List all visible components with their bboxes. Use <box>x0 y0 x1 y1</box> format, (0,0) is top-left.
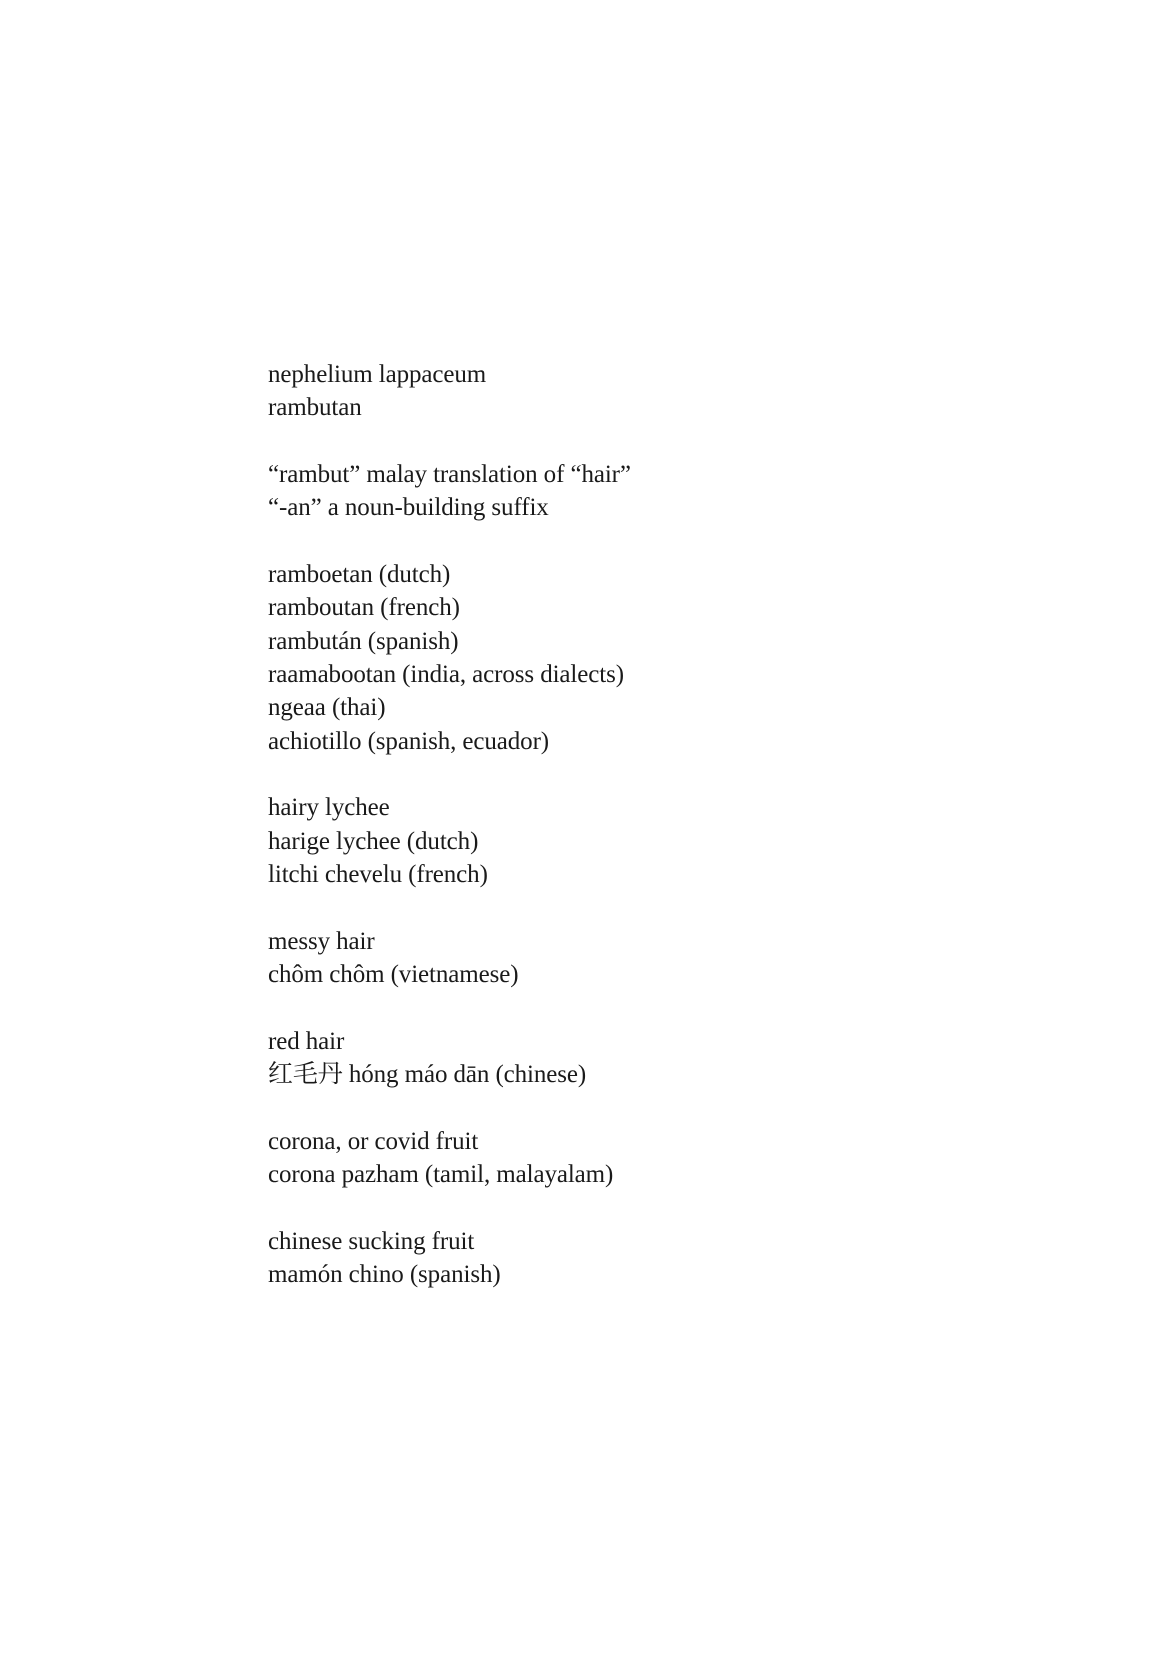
poem-line: “-an” a noun-building suffix <box>268 494 549 522</box>
poem-line: ramboutan (french) <box>268 594 460 622</box>
poem-line: corona, or covid fruit <box>268 1128 479 1156</box>
poem-line: mamón chino (spanish) <box>268 1261 501 1289</box>
stanza-scientific-name <box>268 358 1068 425</box>
poem-line: rambutan <box>268 394 362 422</box>
poem-line: harige lychee (dutch) <box>268 827 479 855</box>
poem-line: “rambut” malay translation of “hair” <box>268 461 631 489</box>
poem-line: chinese sucking fruit <box>268 1228 475 1256</box>
poem-line: chôm chôm (vietnamese) <box>268 961 519 989</box>
poem-line: nephelium lappaceum <box>268 361 487 388</box>
poem-line: rambután (spanish) <box>268 627 459 655</box>
poem-line: ngeaa (thai) <box>268 694 386 722</box>
stanza-sucking-fruit <box>268 1225 1068 1292</box>
stanza-translations <box>268 558 1068 758</box>
poem-line: red hair <box>268 1027 345 1055</box>
poem-line: messy hair <box>268 927 375 955</box>
poem-line: 红毛丹 hóng máo dān (chinese) <box>268 1061 587 1089</box>
stanza-hairy-lychee <box>268 791 1068 891</box>
poem-line: achiotillo (spanish, ecuador) <box>268 727 550 755</box>
stanza-messy-hair <box>268 925 1068 992</box>
poem-line: litchi chevelu (french) <box>268 861 488 889</box>
poem-line: raamabootan (india, across dialects) <box>268 661 624 689</box>
stanza-etymology <box>268 458 1068 525</box>
poem-line: ramboetan (dutch) <box>268 561 451 589</box>
stanza-red-hair <box>268 1025 1068 1092</box>
poem-body <box>268 358 1068 1325</box>
poem-line: hairy lychee <box>268 794 390 822</box>
stanza-covid-fruit <box>268 1125 1068 1192</box>
poem-line: corona pazham (tamil, malayalam) <box>268 1161 614 1189</box>
